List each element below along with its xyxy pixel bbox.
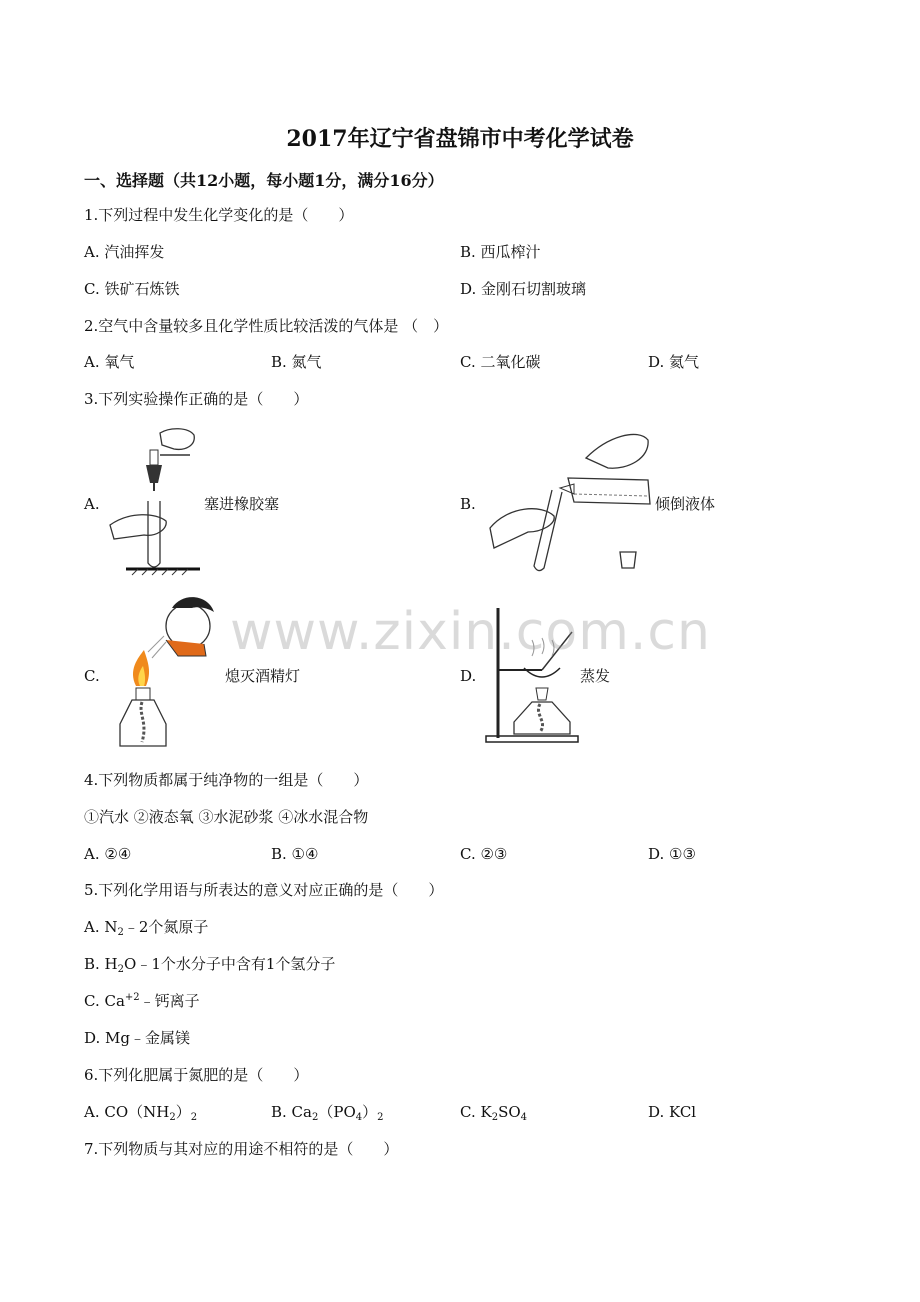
q3-option-d-letter: D.: [460, 667, 477, 685]
watermark: www.zixin.com.cn: [230, 602, 711, 662]
q5-option-a: A. $N_2﹣2$个氮原子: [84, 918, 209, 938]
question-2-stem: 2.空气中含量较多且化学性质比较活泼的气体是 （ ）: [84, 317, 449, 335]
question-5-stem: 5.下列化学用语与所表达的意义对应正确的是（ ）: [84, 881, 444, 899]
q3-option-c-label: 熄灭酒精灯: [225, 667, 301, 685]
q1-option-c: C. 铁矿石炼铁: [84, 280, 180, 298]
question-1-stem: 1.下列过程中发生化学变化的是（ ）: [84, 206, 354, 224]
q2-option-d: D. 氦气: [648, 353, 700, 371]
q5-option-d: D. Mg﹣金属镁: [84, 1029, 190, 1047]
q3-option-a-label: 塞进橡胶塞: [204, 495, 280, 513]
stopper-insertion-illustration: [100, 425, 210, 575]
q4-option-c: C. ②③: [460, 845, 508, 863]
q1-option-a: A. 汽油挥发: [84, 243, 165, 261]
q6-option-a: A. $CO(NH_2)_2$: [84, 1103, 198, 1123]
q4-items: ①汽水 ②液态氧 ③水泥砂浆 ④冰水混合物: [84, 808, 369, 826]
q3-option-c-letter: C.: [84, 667, 100, 685]
q4-option-a: A. ②④: [84, 845, 132, 863]
q6-option-b: B. $Ca_2(PO_4)_2$: [271, 1103, 384, 1123]
question-4-stem: 4.下列物质都属于纯净物的一组是（ ）: [84, 771, 369, 789]
question-7-stem: 7.下列物质与其对应的用途不相符的是（ ）: [84, 1140, 399, 1158]
q2-option-b: B. 氮气: [271, 353, 322, 371]
q6-option-c: C. $K_2SO_4$: [460, 1103, 528, 1123]
q1-option-b: B. 西瓜榨汁: [460, 243, 541, 261]
q3-option-d-label: 蒸发: [580, 667, 611, 685]
question-3-stem: 3.下列实验操作正确的是（ ）: [84, 390, 309, 408]
q5-option-b: B. $H_2O﹣1$个水分子中含有1个氢分子: [84, 955, 336, 975]
q1-option-d: D. 金刚石切割玻璃: [460, 280, 587, 298]
pouring-liquid-illustration: [488, 428, 658, 578]
section-heading: 一、选择题（共12小题，每小题1分，满分16分）: [84, 171, 444, 190]
q3-option-b-letter: B.: [460, 495, 476, 513]
q2-option-a: A. 氧气: [84, 353, 135, 371]
alcohol-lamp-illustration: [108, 596, 228, 756]
question-6-stem: 6.下列化肥属于氮肥的是（ ）: [84, 1066, 309, 1084]
q4-option-d: D. ①③: [648, 845, 696, 863]
q2-option-c: C. 二氧化碳: [460, 353, 541, 371]
q3-option-a-letter: A.: [84, 495, 100, 513]
q5-option-c: C. $Ca^{+2}﹣$钙离子: [84, 992, 200, 1010]
q3-option-b-label: 倾倒液体: [655, 495, 716, 513]
page-title: 2017年辽宁省盘锦市中考化学试卷: [286, 126, 634, 152]
q4-option-b: B. ①④: [271, 845, 319, 863]
q6-option-d: D. KCl: [648, 1103, 697, 1121]
